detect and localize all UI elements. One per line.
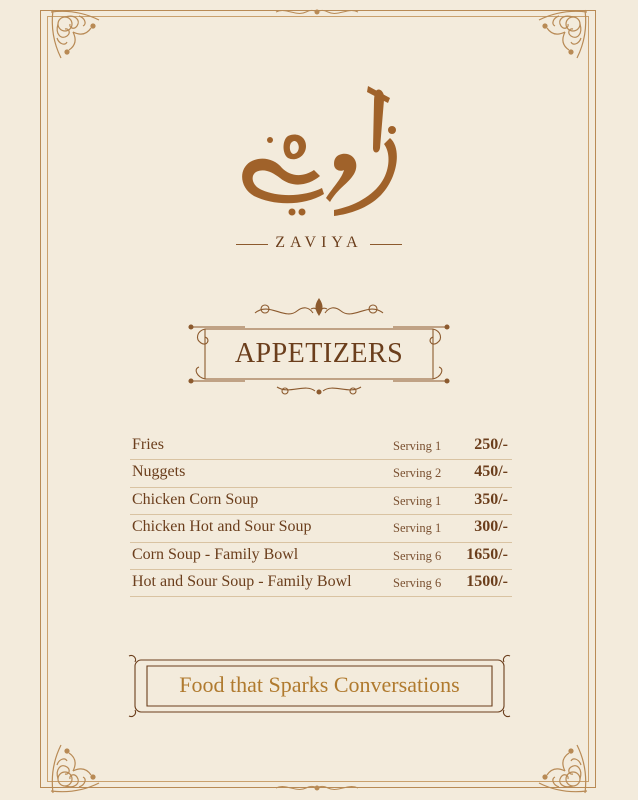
arabic-logo-text: زاویہ bbox=[318, 224, 322, 225]
item-price: 450/- bbox=[474, 463, 508, 481]
item-serving: Serving 6 bbox=[393, 548, 442, 563]
item-name: Chicken Hot and Sour Soup bbox=[132, 518, 312, 536]
brand-row bbox=[236, 232, 402, 256]
list-item bbox=[130, 570, 512, 597]
bottom-ornament-icon bbox=[272, 781, 362, 795]
list-item bbox=[130, 488, 512, 515]
brand-divider-right bbox=[370, 244, 402, 245]
item-name: Corn Soup - Family Bowl bbox=[132, 545, 299, 563]
item-price: 1650/- bbox=[466, 545, 508, 563]
section-title: APPETIZERS bbox=[234, 338, 404, 369]
item-name: Fries bbox=[132, 436, 164, 453]
item-serving: Serving 2 bbox=[393, 466, 442, 481]
top-ornament-icon bbox=[272, 5, 362, 19]
brand-divider-left bbox=[236, 244, 268, 245]
item-name: Chicken Corn Soup bbox=[132, 490, 259, 508]
menu-list bbox=[130, 433, 512, 597]
list-item bbox=[130, 543, 512, 570]
zaviya-arabic-logo bbox=[230, 78, 410, 228]
list-item bbox=[130, 515, 512, 542]
brand-name: ZAVIYA bbox=[275, 234, 363, 251]
item-serving: Serving 1 bbox=[393, 521, 442, 536]
corner-flourish-icon bbox=[529, 6, 591, 68]
corner-flourish-icon bbox=[529, 735, 591, 797]
list-item bbox=[130, 433, 512, 460]
corner-flourish-icon bbox=[47, 735, 109, 797]
list-item bbox=[130, 460, 512, 487]
item-price: 250/- bbox=[474, 436, 508, 453]
item-name: Hot and Sour Soup - Family Bowl bbox=[132, 572, 352, 590]
item-name: Nuggets bbox=[132, 463, 186, 481]
item-serving: Serving 6 bbox=[393, 575, 442, 590]
item-serving: Serving 1 bbox=[393, 493, 442, 508]
corner-flourish-icon bbox=[47, 6, 109, 68]
item-price: 1500/- bbox=[466, 572, 508, 590]
item-price: 300/- bbox=[474, 518, 508, 536]
item-serving: Serving 1 bbox=[393, 439, 442, 453]
item-price: 350/- bbox=[474, 490, 508, 508]
tagline: Food that Sparks Conversations bbox=[179, 672, 460, 697]
